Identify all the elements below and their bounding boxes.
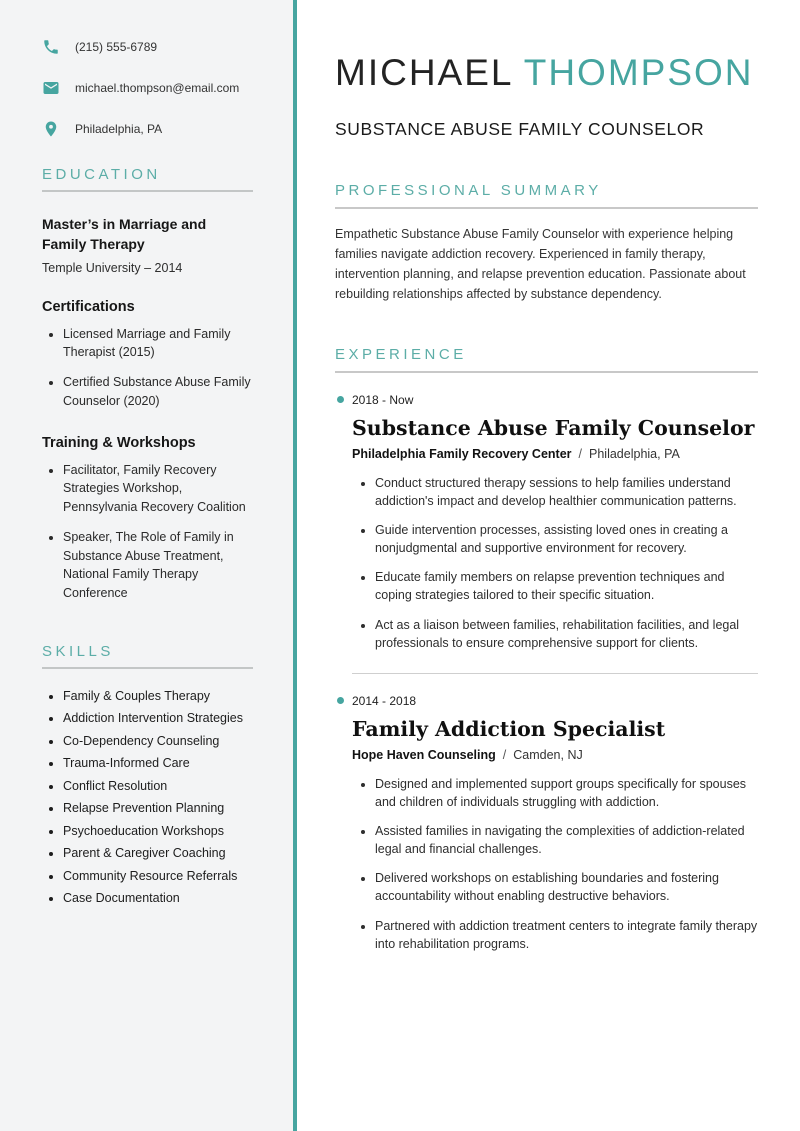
summary-heading-divider <box>335 207 758 209</box>
list-item: • Licensed Marriage and Family Therapist (2015) <box>63 325 253 363</box>
company-name: Philadelphia Family Recovery Center <box>352 446 572 461</box>
phone-icon <box>42 38 60 56</box>
contact-phone-row <box>42 38 253 56</box>
skill-item: • Family & Couples Therapy <box>63 689 253 703</box>
bullet-item: • Act as a liaison between families, rehabilitation facilities, and legal professionals to ensure comprehensive support for clients. <box>375 616 758 652</box>
contact-section <box>42 38 253 138</box>
experience-entry <box>335 393 758 652</box>
contact-location-row <box>42 120 253 138</box>
contact-email-row <box>42 79 253 97</box>
entry-bullets <box>352 775 758 953</box>
education-heading-divider <box>42 190 253 192</box>
list-item: • Speaker, The Role of Family in Substance Abuse Treatment, National Family Therapy Conference <box>63 528 253 603</box>
entry-dates-row <box>352 694 758 708</box>
skill-item: • Psychoeducation Workshops <box>63 824 253 838</box>
company-location-separator: / <box>578 446 583 461</box>
entry-title: Substance Abuse Family Counselor <box>352 415 755 440</box>
skill-item: • Addiction Intervention Strategies <box>63 711 253 725</box>
entry-divider <box>352 673 758 674</box>
bullet-item: • Delivered workshops on establishing boundaries and fostering accountability without enabling destructive behaviors. <box>375 869 758 905</box>
certifications-list <box>42 325 253 411</box>
entry-dates: 2014 - 2018 <box>352 693 417 708</box>
entry-bullets <box>352 474 758 652</box>
training-list <box>42 461 253 603</box>
entry-company-row <box>352 447 758 461</box>
school-line: Temple University – 2014 <box>42 260 183 275</box>
education-section <box>42 166 253 603</box>
degree-title: Master’s in Marriage and Family Therapy <box>42 216 207 253</box>
person-name <box>335 54 758 93</box>
phone-number: (215) 555-6789 <box>75 40 158 54</box>
bullet-item: • Designed and implemented support groups specifically for spouses and children of individuals struggling with addiction. <box>375 775 758 811</box>
skill-item: • Case Documentation <box>63 891 253 905</box>
company-location: Camden, NJ <box>513 747 583 762</box>
entry-dates-row <box>352 393 758 407</box>
entry-company-row <box>352 748 758 762</box>
bullet-item: • Partnered with addiction treatment centers to integrate family therapy into rehabilitation programs. <box>375 917 758 953</box>
experience-heading-divider <box>335 371 758 373</box>
entry-title: Family Addiction Specialist <box>352 716 666 741</box>
location-text: Philadelphia, PA <box>75 122 163 136</box>
company-name: Hope Haven Counseling <box>352 747 496 762</box>
list-item: • Certified Substance Abuse Family Counselor (2020) <box>63 373 253 411</box>
entry-dates: 2018 - Now <box>352 392 414 407</box>
list-item: • Facilitator, Family Recovery Strategies Workshop, Pennsylvania Recovery Coalition <box>63 461 253 517</box>
first-name: MICHAEL <box>335 52 513 93</box>
email-icon <box>42 79 60 97</box>
skills-heading-divider <box>42 667 253 669</box>
experience-section <box>335 346 758 953</box>
certifications-heading: Certifications <box>42 298 135 315</box>
education-heading: EDUCATION <box>42 166 161 183</box>
timeline-dot-icon <box>337 697 344 704</box>
experience-heading: EXPERIENCE <box>335 345 467 363</box>
timeline-dot-icon <box>337 396 344 403</box>
experience-entry <box>335 694 758 953</box>
summary-heading: PROFESSIONAL SUMMARY <box>335 181 602 199</box>
skill-item: • Relapse Prevention Planning <box>63 801 253 815</box>
bullet-item: • Assisted families in navigating the complexities of addiction-related legal and financial challenges. <box>375 822 758 858</box>
bullet-item: • Educate family members on relapse prevention techniques and coping strategies tailored to their specific situation. <box>375 568 758 604</box>
email-address: michael.thompson@email.com <box>75 81 240 95</box>
training-heading: Training & Workshops <box>42 434 196 451</box>
skills-heading: SKILLS <box>42 642 114 660</box>
skill-item: • Parent & Caregiver Coaching <box>63 846 253 860</box>
company-location-separator: / <box>502 747 507 762</box>
skill-item: • Conflict Resolution <box>63 779 253 793</box>
summary-section <box>335 182 758 304</box>
job-title: SUBSTANCE ABUSE FAMILY COUNSELOR <box>335 118 705 139</box>
company-location: Philadelphia, PA <box>589 446 680 461</box>
skills-section <box>42 643 253 906</box>
sidebar <box>0 0 293 1131</box>
last-name: THOMPSON <box>523 52 754 93</box>
bullet-item: • Guide intervention processes, assisting loved ones in creating a nonjudgmental and supportive environment for recovery. <box>375 521 758 557</box>
bullet-item: • Conduct structured therapy sessions to help families understand addiction's impact and develop healthier communication patterns. <box>375 474 758 510</box>
location-pin-icon <box>42 120 60 138</box>
summary-text: Empathetic Substance Abuse Family Counselor with experience helping families navigate addiction recovery. Experienced in family therapy, intervention planning, and relapse prevention education. Passionate about rebuilding relationships affected by substance dependency. <box>335 226 746 301</box>
main-content <box>297 0 800 1131</box>
skill-item: • Co-Dependency Counseling <box>63 734 253 748</box>
skill-item: • Trauma-Informed Care <box>63 756 253 770</box>
skill-item: • Community Resource Referrals <box>63 869 253 883</box>
skills-list <box>42 689 253 906</box>
